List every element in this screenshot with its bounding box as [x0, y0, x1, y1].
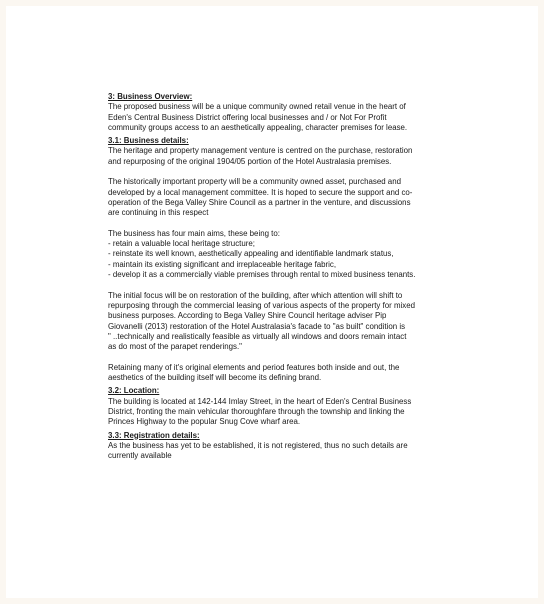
paragraph-line: District, fronting the main vehicular thoroughfare through the township and linking the: [108, 406, 405, 416]
document-body: [108, 92, 448, 461]
paragraph-line: community groups access to an aesthetically appealing, character premises for lease.: [108, 122, 408, 132]
list-item: - maintain its existing significant and irreplaceable heritage fabric,: [108, 259, 337, 269]
paragraph-line: Eden's Central Business District offering local businesses and / or Not For Profit: [108, 112, 387, 122]
paragraph-line: The initial focus will be on restoration of the building, after which attention will shift to: [108, 290, 403, 300]
document-page: [6, 6, 538, 598]
paragraph-line: developed by a local management committee. It is hoped to secure the support and co-: [108, 187, 413, 197]
paragraph-line: " ..technically and realistically feasible as virtually all windows and doors remain intact: [108, 331, 407, 341]
list-item: - retain a valuable local heritage structure;: [108, 239, 255, 249]
paragraph-line: The proposed business will be a unique community owned retail venue in the heart of: [108, 102, 406, 112]
paragraph-line: business purposes. According to Bega Valley Shire Council heritage adviser Pip: [108, 311, 387, 321]
paragraph-line: and repurposing of the original 1904/05 portion of the Hotel Australasia premises.: [108, 156, 392, 166]
paragraph-line: aesthetics of the building itself will become its defining brand.: [108, 373, 322, 383]
paragraph-line: as do most of the parapet renderings.": [108, 342, 242, 352]
paragraph-line: The building is located at 142-144 Imlay Street, in the heart of Eden's Central Business: [108, 396, 412, 406]
list-item: - reinstate its well known, aesthetically appealing and identifiable landmark status,: [108, 249, 394, 259]
paragraph-line: Retaining many of it's original elements and period features both inside and out, the: [108, 362, 400, 372]
paragraph-line: The historically important property will be a community owned asset, purchased and: [108, 177, 401, 187]
section-heading-business-overview: 3: Business Overview:: [108, 92, 193, 101]
section-heading-location: 3.2: Location:: [108, 386, 160, 396]
paragraph-line: are continuing in this respect: [108, 208, 209, 218]
paragraph-line: currently available: [108, 451, 172, 461]
section-heading-business-details: 3.1: Business details:: [108, 136, 189, 146]
paragraph-line: Princes Highway to the popular Snug Cove wharf area.: [108, 417, 301, 427]
paragraph-line: repurposing through the commercial leasing of various aspects of the property for mixed: [108, 300, 416, 310]
paragraph-line: The business has four main aims, these being to:: [108, 228, 280, 238]
paragraph-line: The heritage and property management venture is centred on the purchase, restoration: [108, 146, 413, 156]
section-heading-registration-details: 3.3: Registration details:: [108, 430, 200, 440]
list-item: - develop it as a commercially viable premises through rental to mixed business tenants.: [108, 270, 416, 280]
paragraph-line: Giovanelli (2013) restoration of the Hotel Australasia's facade to "as built" condition is: [108, 321, 406, 331]
paragraph-line: As the business has yet to be established, it is not registered, thus no such details are: [108, 440, 408, 450]
paragraph-line: operation of the Bega Valley Shire Council as a partner in the venture, and discussions: [108, 197, 411, 207]
